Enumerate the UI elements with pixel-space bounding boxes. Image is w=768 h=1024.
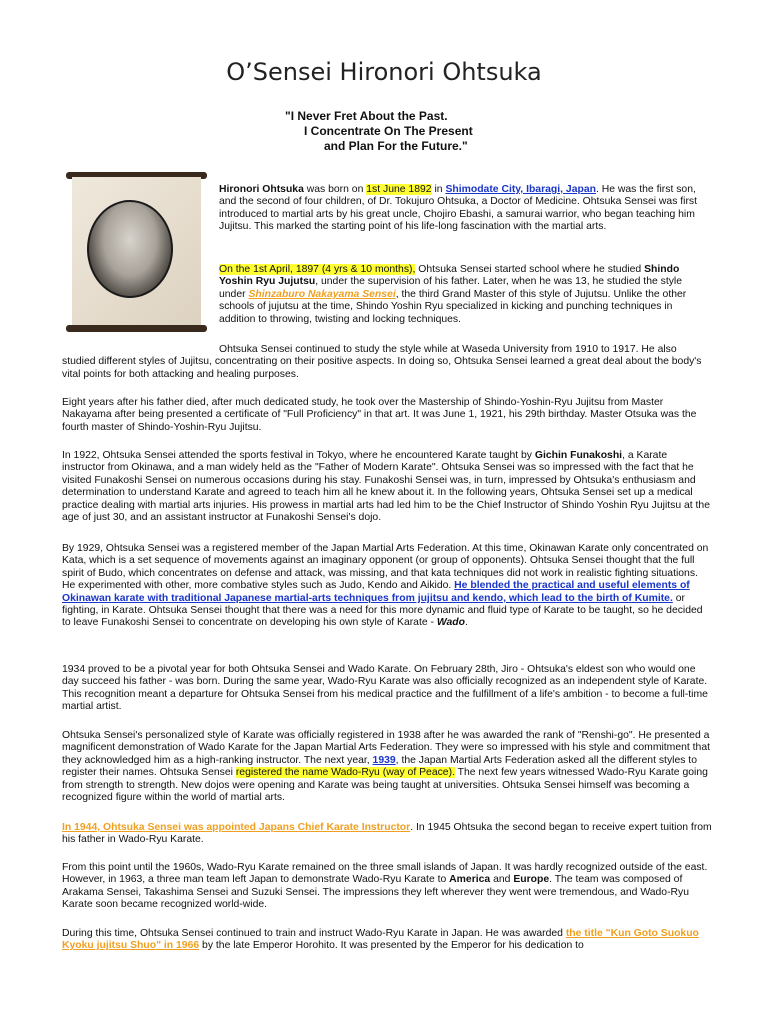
- quote: [285, 109, 585, 154]
- text: and: [490, 874, 514, 886]
- text: Ohtsuka Sensei started school where he studied: [415, 264, 645, 275]
- name-hironori: Hironori Ohtsuka: [219, 184, 304, 195]
- paragraph-1934: 1934 proved to be a pivotal year for both Ohtsuka Sensei and Wado Karate. On February 28th, Jiro - Ohtsuka's eldest son who would one day succeed his father - was born. During the same year, Wado-Ryu Karate was also officially recognized as an independent style of Karate. This recognition meant a departure for Ohtsuka Sensei from his medical practice and the fulfillment of a life's ambition - to become a full-time martial artist.: [62, 664, 708, 713]
- kumite-link[interactable]: He blended the practical and useful elements of Okinawan karate with traditional Japanese martial-arts techniques from jujitsu and kendo, which lead to the birth of Kumite.: [62, 580, 690, 604]
- school-date-highlight: On the 1st April, 1897 (4 yrs & 10 months),: [219, 264, 416, 275]
- text: , the Japan Martial Arts Federation asked all the different styles to register their names. Ohtsuka Sensei: [62, 754, 697, 779]
- title-award-link[interactable]: the title "Kun Goto Suokuo Kyoku jujitsu Shuo" in 1966: [62, 928, 699, 952]
- paragraph-1960s: [62, 862, 712, 912]
- text: by the late Emperor Horohito. It was presented by the Emperor for his dedication to: [199, 940, 584, 952]
- text: In 1922, Ohtsuka Sensei attended the sports festival in Tokyo, where he encountered Karate taught by: [62, 450, 535, 461]
- quote-line-3: and Plan For the Future.": [324, 139, 468, 153]
- text: .: [464, 617, 468, 629]
- america-word: America: [449, 874, 491, 886]
- text: During this time, Ohtsuka Sensei continued to train and instruct Wado-Ryu Karate in Japan. He was awarded: [62, 928, 566, 939]
- text: . The team was composed of Arakama Sensei, Takashima Sensei and Suzuki Sensei. The impressions they left wherever they went were tremendous, and Wado-Ryu Karate soon became recognized world-wide.: [62, 874, 690, 911]
- birthplace-link[interactable]: Shimodate City, Ibaragi, Japan: [445, 184, 596, 195]
- wado-ryu-highlight: registered the name Wado-Ryu (way of Peace).: [235, 767, 455, 779]
- paragraph-school: [219, 264, 711, 326]
- portrait-scroll-image: [66, 172, 207, 332]
- text: . He was the first son, and the second of four children, of Dr. Tokujuro Ohtsuka, a Doctor of Medicine. Ohtsuka Sensei was first introduced to martial arts by his great uncle, Chojiro Ebashi, a samurai warrior, who began teaching him Jujitsu. This marked the starting point of his life-long fascination with the martial arts.: [219, 184, 698, 233]
- text: . In 1945 Ohtsuka the second began to receive expert tuition from his father in Wado-Ryu Karate.: [62, 822, 712, 846]
- paragraph-registration: [62, 730, 712, 804]
- paragraph-1944: [62, 822, 712, 847]
- year-1939-link[interactable]: 1939: [372, 754, 396, 766]
- teacher-link[interactable]: Shinzaburo Nakayama Sensei: [248, 288, 396, 300]
- funakoshi-name: Gichin Funakoshi: [534, 450, 623, 461]
- scroll-rod-bottom: [66, 325, 207, 332]
- text: By 1929, Ohtsuka Sensei was a registered member of the Japan Martial Arts Federation. At this time, Okinawan Karate only concentrated on Kata, which is a set sequence of movements against an imaginary opponent (or group of opponents). Ohtsuka Sensei thought that the full spirit of Budo, which concentrates on defense and attack, was missing, and that kata techniques did not work in realistic fighting situations. He experimented with other, more combative styles such as Judo, Kendo and Aikido.: [62, 543, 709, 592]
- europe-word: Europe: [513, 874, 550, 886]
- paragraph-1966: [62, 928, 712, 953]
- text: Ohtsuka Sensei's personalized style of Karate was officially registered in 1938 after he was awarded the rank of "Renshi-go". He presented a magnificent demonstration of Wado Karate for the Japan Martial Arts Federation. They were so impressed with his style and commitment that they acknowledged him as a high-ranking instructor. The next year,: [62, 730, 710, 766]
- portrait-photo: [87, 200, 173, 298]
- text: , under the supervision of his father. Later, when he was 13, he studied the style under: [219, 276, 683, 300]
- text: was born on: [303, 184, 367, 195]
- text: , the third Grand Master of this style of Jujutsu. Unlike the other schools of jujutsu at the time, Shindo Yoshin Ryu specialized in kicking and punching techniques in addition to throwing, twisting and locking techniques.: [219, 288, 687, 325]
- text: in: [431, 184, 446, 195]
- chief-instructor-link[interactable]: In 1944, Ohtsuka Sensei was appointed Japans Chief Karate Instructor: [62, 822, 411, 833]
- paragraph-waseda: Ohtsuka Sensei continued to study the style while at Waseda University from 1910 to 1917. He also studied different styles of Jujitsu, concentrating on their positive aspects. In doing so, Ohtsuka Sensei learned a great deal about the body's vital points for both attacking and healing purposes.: [62, 344, 702, 380]
- quote-line-2: I Concentrate On The Present: [304, 124, 473, 138]
- page-title: O’Sensei Hironori Ohtsuka: [226, 58, 542, 86]
- style-name: Shindo Yoshin Ryu Jujutsu: [219, 264, 680, 288]
- text: From this point until the 1960s, Wado-Ryu Karate remained on the three small islands of Japan. It was hardly recognized outside of the east. However, in 1963, a three man team left Japan to demonstrate Wado-Ryu Karate to: [62, 862, 708, 886]
- birth-date-highlight: 1st June 1892: [366, 184, 432, 195]
- text: or fighting, in Karate. Ohtsuka Sensei thought that there was a need for this more dynamic and fluid type of Karate to be taught, so he decided to leave Funakoshi Sensei to concentrate on developing his own style of Karate -: [62, 592, 703, 629]
- wado-word: Wado: [436, 617, 465, 629]
- paragraph-birth: [219, 184, 711, 234]
- quote-line-1: "I Never Fret About the Past.: [285, 109, 448, 123]
- text: , a Karate instructor from Okinawa, and a man widely held as the "Father of Modern Karate". Ohtsuka Sensei was so impressed with the fact that he visited Funakoshi Sensei on numerous occasions during his stay. Funakoshi Sensei was, in turn, impressed by Ohtsuka's enthusiasm and determination to understand Karate and agreed to teach him all he knew about it. In the following years, Ohtsuka Sensei set up a medical practice dealing with martial arts injuries. His prowess in martial arts had led him to be the Chief Instructor of Shindo Yoshin Ryu Jujitsu at the age of just 30, and an assistant instructor at Funakoshi Sensei's dojo.: [62, 450, 710, 524]
- paragraph-mastership: Eight years after his father died, after much dedicated study, he took over the Mastership of Shindo-Yoshin-Ryu Jujitsu from Master Nakayama after being presented a certificate of "Full Proficiency" in that art. It was June 1, 1921, his 29th birthday. Master Otsuka was the fourth master of Shindo-Yoshin-Ryu Jujitsu.: [62, 397, 697, 433]
- paragraph-1929: [62, 543, 712, 630]
- text: The next few years witnessed Wado-Ryu Karate going from strength to strength. New dojos were opening and Karate was being taught at universities. Ohtsuka Sensei himself was becoming a recognized figure within the world of martial arts.: [62, 767, 708, 804]
- paragraph-1922: [62, 450, 712, 524]
